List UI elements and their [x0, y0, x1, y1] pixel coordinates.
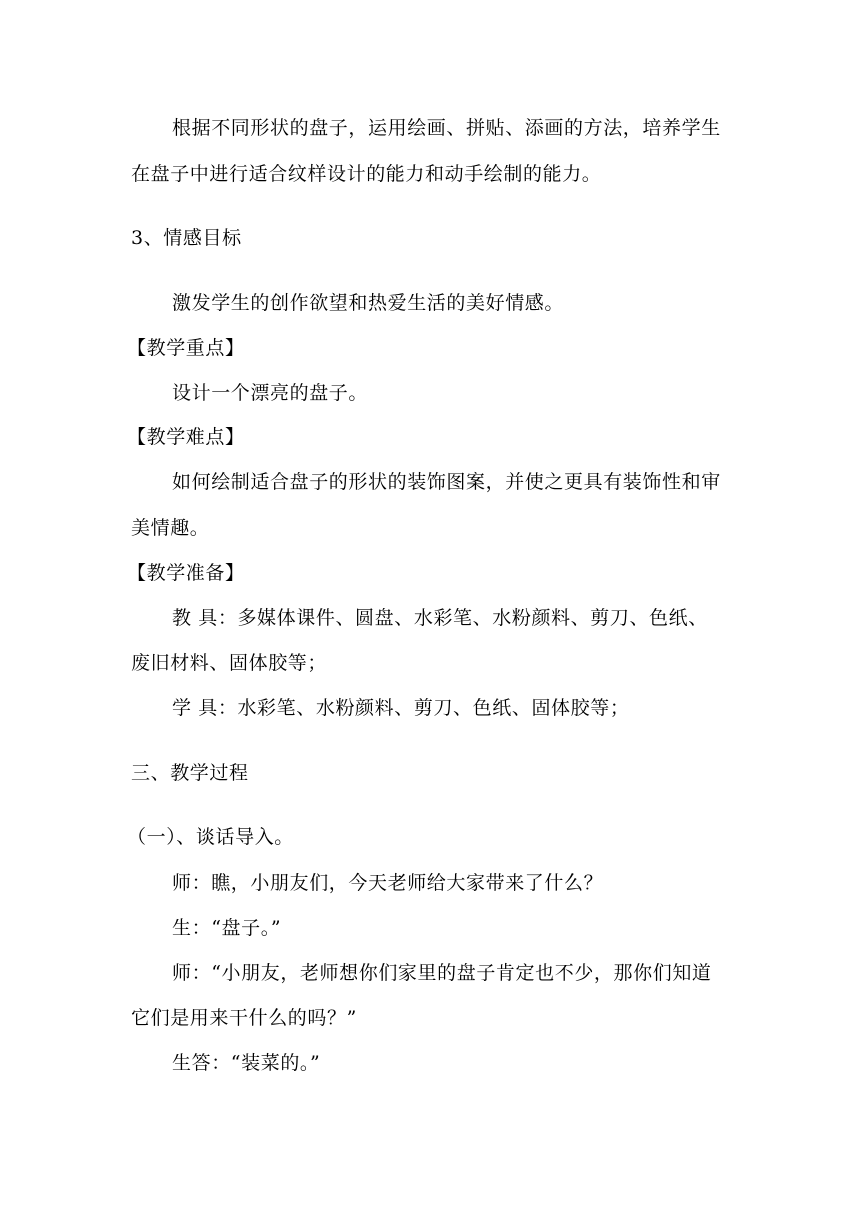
- skill-goal-line-1: 根据不同形状的盘子，运用绘画、拼贴、添画的方法，培养学生: [172, 117, 721, 139]
- teacher-tools-line-2: 废旧材料、固体胶等；: [131, 652, 328, 674]
- intro-heading: （一）、谈话导入。: [127, 826, 294, 848]
- dialog-line-3a: 师：“小朋友，老师想你们家里的盘子肯定也不少，那你们知道: [172, 962, 712, 984]
- dialog-line-4: 生答：“装菜的。”: [172, 1052, 321, 1074]
- key-point-text: 设计一个漂亮的盘子。: [172, 382, 369, 404]
- skill-goal-line-2: 在盘子中进行适合纹样设计的能力和动手绘制的能力。: [131, 163, 602, 185]
- difficulty-line-1: 如何绘制适合盘子的形状的装饰图案，并使之更具有装饰性和审: [172, 471, 721, 493]
- difficulty-line-2: 美情趣。: [131, 517, 210, 539]
- dialog-line-3b: 它们是用来干什么的吗？”: [131, 1007, 357, 1029]
- dialog-line-1: 师：瞧，小朋友们，今天老师给大家带来了什么？: [172, 872, 604, 894]
- preparation-heading: 【教学准备】: [127, 562, 245, 584]
- dialog-line-2: 生：“盘子。”: [172, 917, 282, 939]
- key-point-heading: 【教学重点】: [127, 337, 245, 359]
- difficulty-heading: 【教学难点】: [127, 426, 245, 448]
- student-tools-line: 学 具：水彩笔、水粉颜料、剪刀、色纸、固体胶等；: [172, 697, 630, 719]
- process-heading: 三、教学过程: [131, 762, 249, 784]
- emotion-goal-text: 激发学生的创作欲望和热爱生活的美好情感。: [172, 292, 565, 314]
- emotion-goal-heading: 3、情感目标: [131, 227, 242, 249]
- teacher-tools-line-1: 教 具：多媒体课件、圆盘、水彩笔、水粉颜料、剪刀、色纸、: [172, 607, 708, 629]
